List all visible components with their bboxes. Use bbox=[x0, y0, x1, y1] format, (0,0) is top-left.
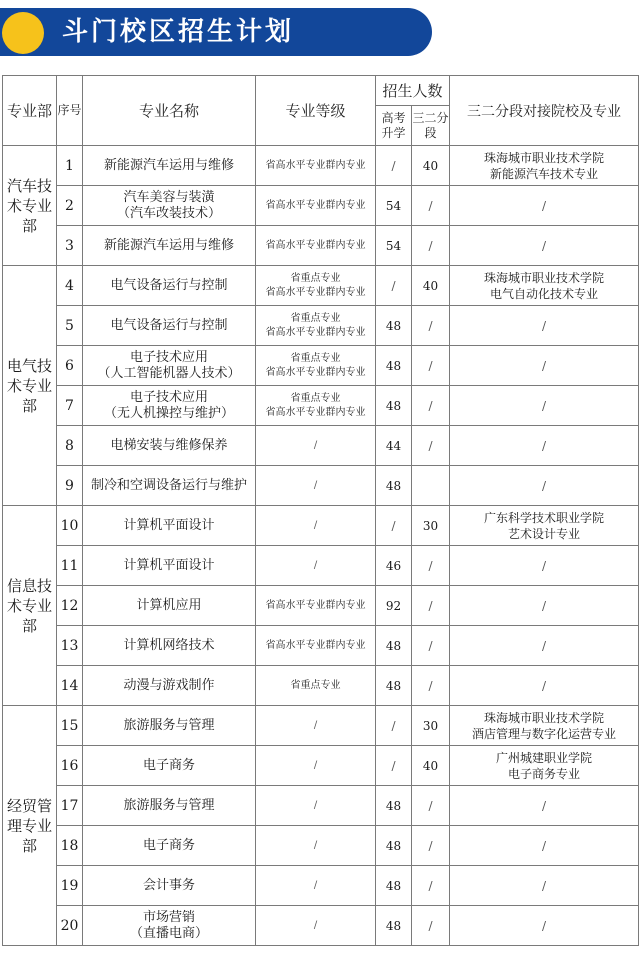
gaokao-count: 48 bbox=[376, 466, 412, 506]
major-name-cell bbox=[83, 426, 256, 466]
partner-college-cell bbox=[450, 226, 639, 266]
gaokao-count: 44 bbox=[376, 426, 412, 466]
table-row bbox=[3, 226, 639, 266]
row-number: 15 bbox=[57, 706, 83, 746]
partner-college-cell bbox=[450, 146, 639, 186]
major-level-cell bbox=[256, 706, 376, 746]
partner-college-cell-line: 广东科学技术职业学院 bbox=[484, 510, 605, 525]
partner-college-cell bbox=[450, 306, 639, 346]
major-level-cell-line: 省高水平专业群内专业 bbox=[265, 366, 366, 378]
partner-college-cell-line: / bbox=[541, 598, 547, 613]
department-cell bbox=[3, 266, 57, 506]
major-level-cell-line: / bbox=[313, 719, 318, 731]
major-name-cell bbox=[83, 466, 256, 506]
major-name-cell-line: （人工智能机器人技术） bbox=[97, 365, 241, 381]
major-level-cell bbox=[256, 346, 376, 386]
header-enrollment-count: 招生人数 bbox=[376, 76, 450, 106]
gaokao-count: 48 bbox=[376, 866, 412, 906]
partner-college-cell bbox=[450, 746, 639, 786]
partner-college-cell bbox=[450, 466, 639, 506]
sanerseg-count: / bbox=[412, 306, 450, 346]
partner-college-cell-line: 珠海城市职业技术学院 bbox=[484, 150, 605, 165]
partner-college-cell bbox=[450, 546, 639, 586]
major-name-cell bbox=[83, 386, 256, 426]
partner-college-cell-line: / bbox=[541, 358, 547, 373]
partner-college-cell bbox=[450, 426, 639, 466]
table-row bbox=[3, 626, 639, 666]
major-level-cell bbox=[256, 226, 376, 266]
sanerseg-count: / bbox=[412, 226, 450, 266]
major-level-cell bbox=[256, 746, 376, 786]
row-number: 17 bbox=[57, 786, 83, 826]
major-name-cell bbox=[83, 346, 256, 386]
major-level-cell-line: / bbox=[313, 519, 318, 531]
partner-college-cell-line: 电气自动化技术专业 bbox=[490, 286, 599, 301]
partner-college-cell-line: / bbox=[541, 838, 547, 853]
gaokao-count: 48 bbox=[376, 826, 412, 866]
major-level-cell bbox=[256, 426, 376, 466]
sanerseg-count: 40 bbox=[412, 146, 450, 186]
table-row bbox=[3, 346, 639, 386]
enrollment-plan-table bbox=[2, 75, 639, 946]
gaokao-count: / bbox=[376, 746, 412, 786]
sanerseg-count: / bbox=[412, 186, 450, 226]
major-level-cell-line: / bbox=[313, 919, 318, 931]
major-name-cell-line: 电子商务 bbox=[142, 837, 195, 853]
gaokao-count: / bbox=[376, 146, 412, 186]
partner-college-cell-line: / bbox=[541, 798, 547, 813]
major-name-cell-line: （汽车改装技术） bbox=[116, 205, 221, 221]
gaokao-count: / bbox=[376, 706, 412, 746]
gaokao-count: 48 bbox=[376, 786, 412, 826]
major-level-cell-line: / bbox=[313, 479, 318, 491]
department-cell bbox=[3, 706, 57, 946]
major-level-cell-line: 省重点专业 bbox=[290, 352, 341, 364]
header-sequence: 序号 bbox=[57, 76, 83, 146]
major-name-cell bbox=[83, 186, 256, 226]
gaokao-count: 54 bbox=[376, 186, 412, 226]
major-level-cell-line: / bbox=[313, 799, 318, 811]
row-number: 13 bbox=[57, 626, 83, 666]
major-level-cell bbox=[256, 466, 376, 506]
header-gaokao: 高考升学 bbox=[376, 106, 412, 146]
major-name-cell bbox=[83, 826, 256, 866]
partner-college-cell-line: / bbox=[541, 678, 547, 693]
department-name: 汽车技术专业部 bbox=[6, 176, 52, 235]
major-level-cell-line: 省高水平专业群内专业 bbox=[265, 639, 366, 651]
major-name-cell-line: 电子商务 bbox=[142, 757, 195, 773]
sanerseg-count bbox=[412, 466, 450, 506]
gaokao-count: 48 bbox=[376, 346, 412, 386]
sanerseg-count: / bbox=[412, 866, 450, 906]
gaokao-count: 54 bbox=[376, 226, 412, 266]
partner-college-cell-line: / bbox=[541, 878, 547, 893]
table-row bbox=[3, 306, 639, 346]
gaokao-count: 46 bbox=[376, 546, 412, 586]
partner-college-cell bbox=[450, 906, 639, 946]
partner-college-cell bbox=[450, 266, 639, 306]
major-level-cell-line: 省高水平专业群内专业 bbox=[265, 286, 366, 298]
department-name: 电气技术专业部 bbox=[6, 356, 52, 415]
major-level-cell-line: 省高水平专业群内专业 bbox=[265, 199, 366, 211]
partner-college-cell-line: 珠海城市职业技术学院 bbox=[484, 710, 605, 725]
row-number: 1 bbox=[57, 146, 83, 186]
row-number: 16 bbox=[57, 746, 83, 786]
major-name-cell bbox=[83, 586, 256, 626]
major-level-cell bbox=[256, 506, 376, 546]
header-department: 专业部 bbox=[3, 76, 57, 146]
major-name-cell-line: 新能源汽车运用与维修 bbox=[103, 157, 234, 173]
row-number: 14 bbox=[57, 666, 83, 706]
page-title: 斗门校区招生计划 bbox=[62, 17, 295, 47]
partner-college-cell-line: / bbox=[541, 438, 547, 453]
major-name-cell-line: 电气设备运行与控制 bbox=[110, 277, 228, 293]
major-name-cell-line: 电气设备运行与控制 bbox=[110, 317, 228, 333]
sanerseg-count: / bbox=[412, 826, 450, 866]
partner-college-cell bbox=[450, 386, 639, 426]
major-name-cell-line: 汽车美容与装潢 bbox=[123, 189, 215, 205]
row-number: 3 bbox=[57, 226, 83, 266]
gaokao-count: / bbox=[376, 266, 412, 306]
partner-college-cell-line: / bbox=[541, 318, 547, 333]
major-name-cell bbox=[83, 266, 256, 306]
major-level-cell bbox=[256, 586, 376, 626]
table-row bbox=[3, 426, 639, 466]
sanerseg-count: 30 bbox=[412, 506, 450, 546]
major-name-cell-line: 新能源汽车运用与维修 bbox=[103, 237, 234, 253]
gaokao-count: / bbox=[376, 506, 412, 546]
major-name-cell-line: 动漫与游戏制作 bbox=[123, 677, 215, 693]
major-level-cell-line: 省重点专业 bbox=[290, 272, 341, 284]
sanerseg-count: / bbox=[412, 666, 450, 706]
partner-college-cell bbox=[450, 506, 639, 546]
table-row bbox=[3, 746, 639, 786]
gaokao-count: 48 bbox=[376, 386, 412, 426]
major-level-cell-line: 省重点专业 bbox=[290, 679, 341, 691]
major-level-cell-line: / bbox=[313, 759, 318, 771]
row-number: 7 bbox=[57, 386, 83, 426]
header-sanerseg: 三二分段 bbox=[412, 106, 450, 146]
major-level-cell bbox=[256, 386, 376, 426]
department-name: 信息技术专业部 bbox=[6, 576, 52, 635]
partner-college-cell-line: / bbox=[541, 918, 547, 933]
table-row bbox=[3, 586, 639, 626]
row-number: 4 bbox=[57, 266, 83, 306]
partner-college-cell bbox=[450, 626, 639, 666]
major-level-cell bbox=[256, 266, 376, 306]
gaokao-count: 48 bbox=[376, 306, 412, 346]
sanerseg-count: / bbox=[412, 546, 450, 586]
table-row bbox=[3, 146, 639, 186]
major-level-cell-line: 省重点专业 bbox=[290, 392, 341, 404]
major-name-cell bbox=[83, 746, 256, 786]
major-level-cell bbox=[256, 306, 376, 346]
partner-college-cell bbox=[450, 346, 639, 386]
sanerseg-count: / bbox=[412, 386, 450, 426]
major-level-cell bbox=[256, 906, 376, 946]
partner-college-cell-line: / bbox=[541, 238, 547, 253]
major-name-cell-line: 计算机平面设计 bbox=[123, 557, 215, 573]
table-row bbox=[3, 466, 639, 506]
major-name-cell-line: 计算机应用 bbox=[136, 597, 202, 613]
partner-college-cell bbox=[450, 706, 639, 746]
major-name-cell-line: 计算机网络技术 bbox=[123, 637, 215, 653]
table-row bbox=[3, 786, 639, 826]
row-number: 5 bbox=[57, 306, 83, 346]
row-number: 2 bbox=[57, 186, 83, 226]
partner-college-cell-line: / bbox=[541, 558, 547, 573]
table-row bbox=[3, 546, 639, 586]
row-number: 8 bbox=[57, 426, 83, 466]
partner-college-cell bbox=[450, 186, 639, 226]
major-level-cell-line: 省高水平专业群内专业 bbox=[265, 159, 366, 171]
major-name-cell-line: 市场营销 bbox=[142, 909, 195, 925]
partner-college-cell-line: / bbox=[541, 398, 547, 413]
partner-college-cell bbox=[450, 826, 639, 866]
major-level-cell-line: / bbox=[313, 559, 318, 571]
major-name-cell bbox=[83, 546, 256, 586]
table-row bbox=[3, 386, 639, 426]
row-number: 12 bbox=[57, 586, 83, 626]
department-cell bbox=[3, 506, 57, 706]
sanerseg-count: / bbox=[412, 786, 450, 826]
major-name-cell-line: 计算机平面设计 bbox=[123, 517, 215, 533]
sanerseg-count: / bbox=[412, 586, 450, 626]
sanerseg-count: / bbox=[412, 346, 450, 386]
major-name-cell-line: 电子技术应用 bbox=[129, 389, 208, 405]
sanerseg-count: / bbox=[412, 626, 450, 666]
partner-college-cell-line: 珠海城市职业技术学院 bbox=[484, 270, 605, 285]
major-name-cell-line: 电梯安装与维修保养 bbox=[110, 437, 228, 453]
table-row bbox=[3, 506, 639, 546]
partner-college-cell-line: 广州城建职业学院 bbox=[496, 750, 593, 765]
table-row bbox=[3, 266, 639, 306]
major-level-cell-line: 省高水平专业群内专业 bbox=[265, 406, 366, 418]
row-number: 10 bbox=[57, 506, 83, 546]
gaokao-count: 48 bbox=[376, 666, 412, 706]
header-major-level: 专业等级 bbox=[256, 76, 376, 146]
partner-college-cell-line: / bbox=[541, 478, 547, 493]
partner-college-cell-line: / bbox=[541, 198, 547, 213]
major-name-cell-line: 电子技术应用 bbox=[129, 349, 208, 365]
row-number: 18 bbox=[57, 826, 83, 866]
partner-college-cell bbox=[450, 586, 639, 626]
row-number: 9 bbox=[57, 466, 83, 506]
partner-college-cell bbox=[450, 866, 639, 906]
major-level-cell-line: / bbox=[313, 879, 318, 891]
major-name-cell bbox=[83, 706, 256, 746]
major-level-cell-line: / bbox=[313, 839, 318, 851]
header-partner-college: 三二分段对接院校及专业 bbox=[450, 76, 639, 146]
gaokao-count: 48 bbox=[376, 626, 412, 666]
partner-college-cell-line: 酒店管理与数字化运营专业 bbox=[472, 726, 617, 741]
gaokao-count: 92 bbox=[376, 586, 412, 626]
major-level-cell-line: 省重点专业 bbox=[290, 312, 341, 324]
table-row bbox=[3, 866, 639, 906]
sanerseg-count: / bbox=[412, 906, 450, 946]
major-name-cell-line: （直播电商） bbox=[129, 925, 208, 941]
major-name-cell-line: （无人机操控与维护） bbox=[103, 405, 234, 421]
major-level-cell-line: 省高水平专业群内专业 bbox=[265, 326, 366, 338]
major-name-cell-line: 旅游服务与管理 bbox=[123, 797, 215, 813]
major-level-cell bbox=[256, 546, 376, 586]
major-level-cell-line: / bbox=[313, 439, 318, 451]
major-level-cell-line: 省高水平专业群内专业 bbox=[265, 599, 366, 611]
major-name-cell bbox=[83, 866, 256, 906]
row-number: 19 bbox=[57, 866, 83, 906]
table-row bbox=[3, 826, 639, 866]
table-row bbox=[3, 706, 639, 746]
major-name-cell-line: 旅游服务与管理 bbox=[123, 717, 215, 733]
major-level-cell bbox=[256, 186, 376, 226]
department-cell bbox=[3, 146, 57, 266]
sanerseg-count: / bbox=[412, 426, 450, 466]
row-number: 6 bbox=[57, 346, 83, 386]
table-row bbox=[3, 666, 639, 706]
major-level-cell bbox=[256, 866, 376, 906]
partner-college-cell-line: 电子商务专业 bbox=[508, 766, 581, 781]
major-name-cell bbox=[83, 506, 256, 546]
major-level-cell bbox=[256, 786, 376, 826]
table-row bbox=[3, 906, 639, 946]
partner-college-cell-line: 新能源汽车技术专业 bbox=[490, 166, 599, 181]
partner-college-cell bbox=[450, 666, 639, 706]
major-name-cell bbox=[83, 666, 256, 706]
major-name-cell bbox=[83, 146, 256, 186]
partner-college-cell-line: 艺术设计专业 bbox=[508, 526, 581, 541]
sanerseg-count: 40 bbox=[412, 266, 450, 306]
banner-circle-decoration bbox=[2, 12, 44, 54]
header-major-name: 专业名称 bbox=[83, 76, 256, 146]
gaokao-count: 48 bbox=[376, 906, 412, 946]
row-number: 20 bbox=[57, 906, 83, 946]
major-name-cell bbox=[83, 906, 256, 946]
department-name: 经贸管理专业部 bbox=[6, 796, 52, 855]
row-number: 11 bbox=[57, 546, 83, 586]
major-level-cell-line: 省高水平专业群内专业 bbox=[265, 239, 366, 251]
major-level-cell bbox=[256, 666, 376, 706]
major-level-cell bbox=[256, 626, 376, 666]
table-row bbox=[3, 186, 639, 226]
major-name-cell bbox=[83, 226, 256, 266]
major-name-cell bbox=[83, 786, 256, 826]
partner-college-cell bbox=[450, 786, 639, 826]
major-level-cell bbox=[256, 826, 376, 866]
major-name-cell-line: 会计事务 bbox=[142, 877, 195, 893]
sanerseg-count: 40 bbox=[412, 746, 450, 786]
major-name-cell bbox=[83, 306, 256, 346]
major-level-cell bbox=[256, 146, 376, 186]
sanerseg-count: 30 bbox=[412, 706, 450, 746]
partner-college-cell-line: / bbox=[541, 638, 547, 653]
major-name-cell bbox=[83, 626, 256, 666]
major-name-cell-line: 制冷和空调设备运行与维护 bbox=[90, 477, 247, 493]
